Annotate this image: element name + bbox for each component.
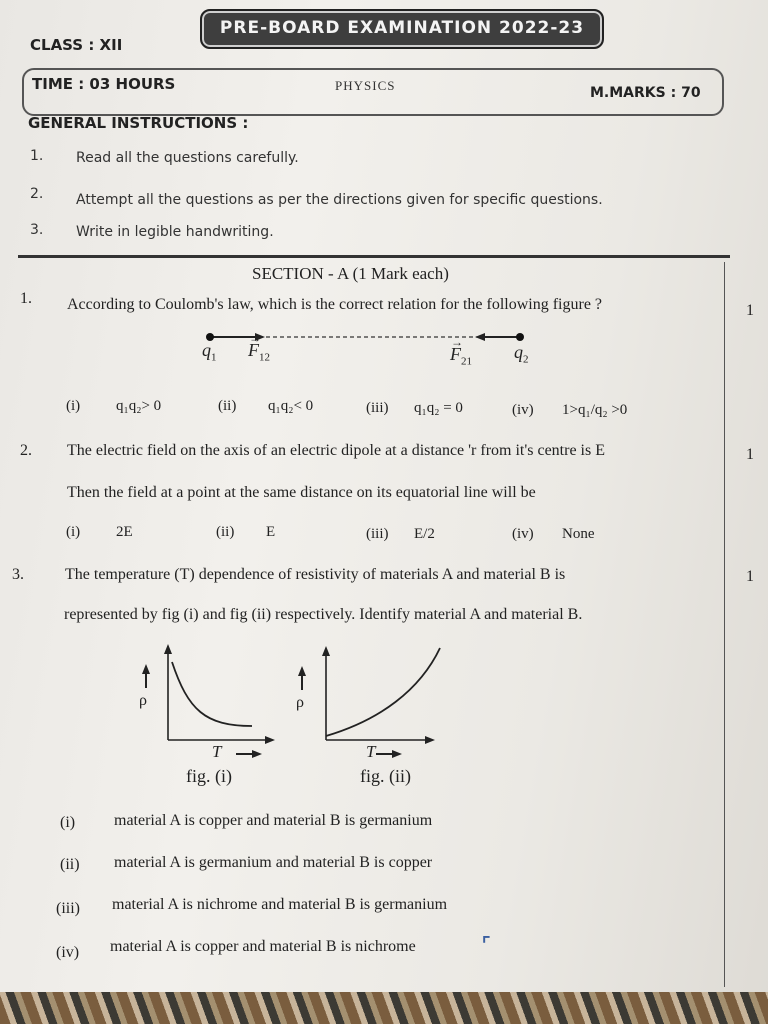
time-label: TIME : 03 HOURS [32,75,176,93]
option-label: (i) [60,814,76,831]
subject-label: PHYSICS [335,78,396,93]
instruction-text: Read all the questions carefully. [76,150,299,166]
option-text: E [266,524,276,540]
figure-caption: fig. (ii) [360,766,411,786]
figure-caption: fig. (i) [186,766,232,786]
charge-q2-label: $q_2$ [514,342,529,366]
question-marks: 1 [746,446,754,463]
option-text: q₁q₂ = 0 [414,400,463,416]
instruction-number: 3. [30,222,44,238]
divider [18,255,730,258]
vector-arrow-icon: → [451,335,463,349]
option-label: (ii) [60,856,80,873]
option-label: (iv) [56,944,80,961]
instruction-text: Attempt all the questions as per the directions given for specific questions. [76,192,603,208]
force-f12-label: $F_{12}$ → [248,331,270,364]
graph-i-ylabel: ρ [139,692,147,709]
option-text: 2E [116,524,133,540]
question-text: represented by fig (i) and fig (ii) respectively. Identify material A and material B. [64,606,583,623]
option-text: q₁q₂< 0 [268,398,314,414]
graph-ii-xlabel: T [366,742,376,761]
charge-q1-label: $q_1$ [202,340,217,364]
option-label: (iii) [366,400,389,416]
instruction-number: 2. [30,186,44,202]
instruction-number: 1. [30,148,44,164]
option-label: (iv) [512,526,534,542]
tick-mark-icon: ⌜ [482,934,491,954]
option-text: 1>q₁/q₂ >0 [562,402,628,418]
question-text: The electric field on the axis of an electric dipole at a distance 'r from it's centre is E [67,442,605,459]
option-label: (iii) [56,900,80,917]
vector-arrow-icon: → [249,331,261,345]
option-text: material A is copper and material B is nichrome [110,938,416,955]
force-f21-label: $F_{21}$ → [450,335,472,368]
question-number: 1. [20,290,32,307]
class-label: CLASS : XII [30,36,123,54]
question-number: 2. [20,442,32,459]
resistivity-graph-i [130,640,280,770]
option-text: E/2 [414,526,435,542]
option-text: q₁q₂> 0 [116,398,162,414]
question-marks: 1 [746,568,754,585]
option-label: (i) [66,524,81,540]
section-title: SECTION - A (1 Mark each) [252,264,449,283]
question-text: The temperature (T) dependence of resistivity of materials A and material B is [65,566,566,583]
option-label: (i) [66,398,81,414]
graph-i-xlabel: T [212,742,222,761]
option-text: None [562,526,595,542]
max-marks-label: M.MARKS : 70 [590,85,701,101]
marks-column-line [724,262,725,987]
option-text: material A is copper and material B is germanium [114,812,433,829]
exam-title: PRE-BOARD EXAMINATION 2022-23 [219,18,585,38]
question-text: Then the field at a point at the same distance on its equatorial line will be [67,484,536,501]
instructions-title: GENERAL INSTRUCTIONS : [28,114,249,132]
option-text: material A is nichrome and material B is germanium [112,896,448,913]
question-number: 3. [12,566,24,583]
option-label: (ii) [218,398,237,414]
question-marks: 1 [746,302,754,319]
background-surface [0,992,768,1024]
option-label: (iii) [366,526,389,542]
option-label: (ii) [216,524,235,540]
graph-ii-ylabel: ρ [296,694,304,711]
question-text: According to Coulomb's law, which is the correct relation for the following figure ? [67,296,603,313]
instruction-text: Write in legible handwriting. [76,224,274,240]
option-label: (iv) [512,402,534,418]
exam-title-banner [200,9,604,49]
option-text: material A is germanium and material B is copper [114,854,433,871]
